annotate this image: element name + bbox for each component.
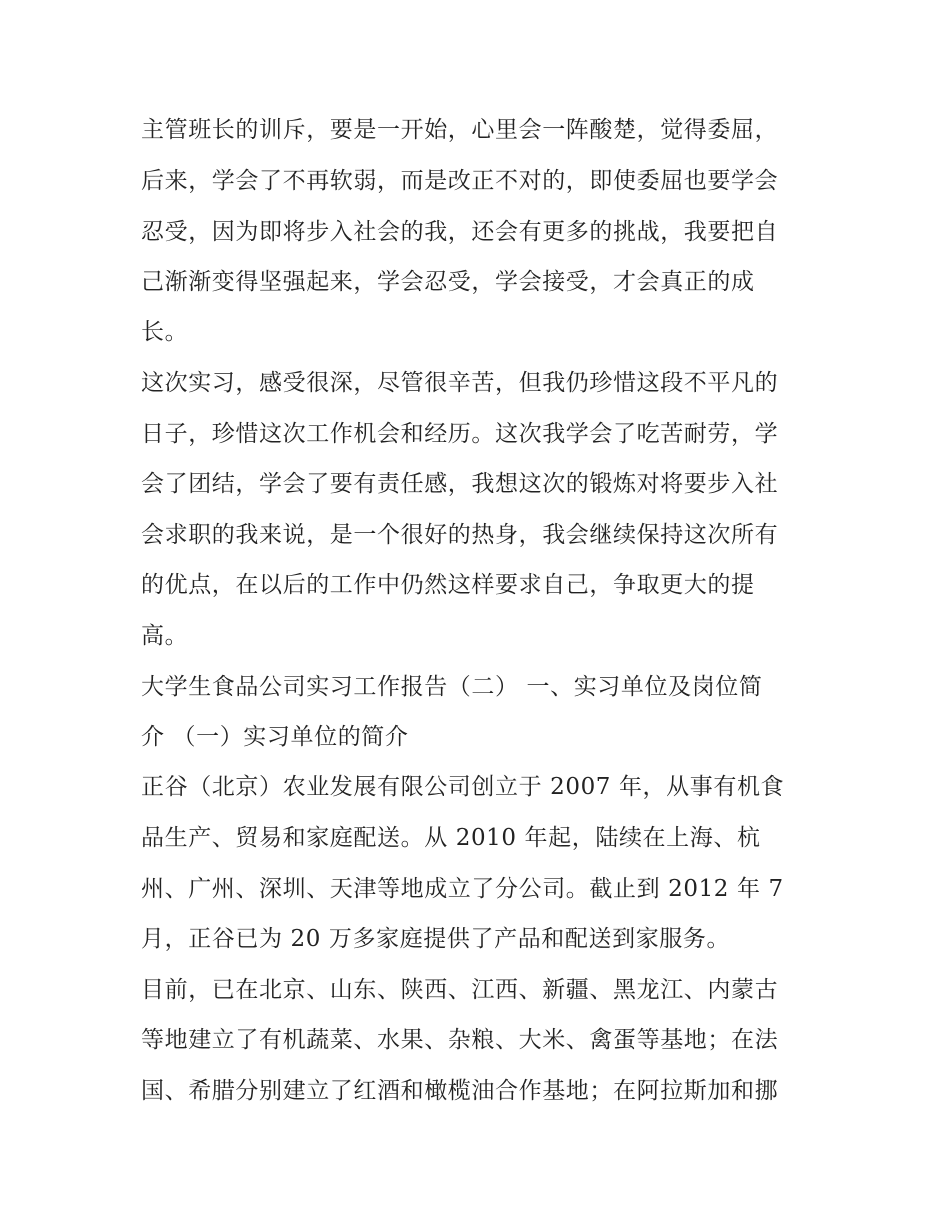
text-line: 己渐渐变得坚强起来，学会忍受，学会接受，才会真正的成 [141, 269, 755, 295]
text-line: 会求职的我来说，是一个很好的热身，我会继续保持这次所有 [141, 522, 779, 548]
text-line: 的优点，在以后的工作中仍然这样要求自己，争取更大的提 [141, 572, 755, 598]
text-line: 目前，已在北京、山东、陕西、江西、新疆、黑龙江、内蒙古 [141, 977, 779, 1003]
text-line: 主管班长的训斥，要是一开始，心里会一阵酸楚，觉得委屈， [141, 117, 779, 143]
text-line: 州、广州、深圳、天津等地成立了分公司。截止到 2012 年 7 [141, 876, 784, 902]
text-line: 品生产、贸易和家庭配送。从 2010 年起，陆续在上海、杭 [141, 825, 761, 851]
text-line: 后来，学会了不再软弱，而是改正不对的，即使委屈也要学会 [141, 168, 779, 194]
text-line: 这次实习，感受很深，尽管很辛苦，但我仍珍惜这段不平凡的 [141, 370, 779, 396]
text-line: 高。 [141, 623, 189, 649]
text-line: 日子，珍惜这次工作机会和经历。这次我学会了吃苦耐劳，学 [141, 421, 779, 447]
section-heading-line: 大学生食品公司实习工作报告（二） 一、实习单位及岗位简 [141, 674, 763, 700]
text-line: 正谷（北京）农业发展有限公司创立于 2007 年，从事有机食 [141, 774, 785, 800]
section-heading-line: 介 （一）实习单位的简介 [141, 724, 409, 750]
text-line: 长。 [141, 319, 189, 345]
text-line: 月，正谷已为 20 万多家庭提供了产品和配送到家服务。 [141, 926, 731, 952]
text-line: 国、希腊分别建立了红酒和橄榄油合作基地；在阿拉斯加和挪 [141, 1078, 779, 1104]
text-line: 忍受，因为即将步入社会的我，还会有更多的挑战，我要把自 [141, 219, 779, 245]
text-line: 会了团结，学会了要有责任感，我想这次的锻炼对将要步入社 [141, 471, 779, 497]
text-line: 等地建立了有机蔬菜、水果、杂粮、大米、禽蛋等基地；在法 [141, 1027, 779, 1053]
